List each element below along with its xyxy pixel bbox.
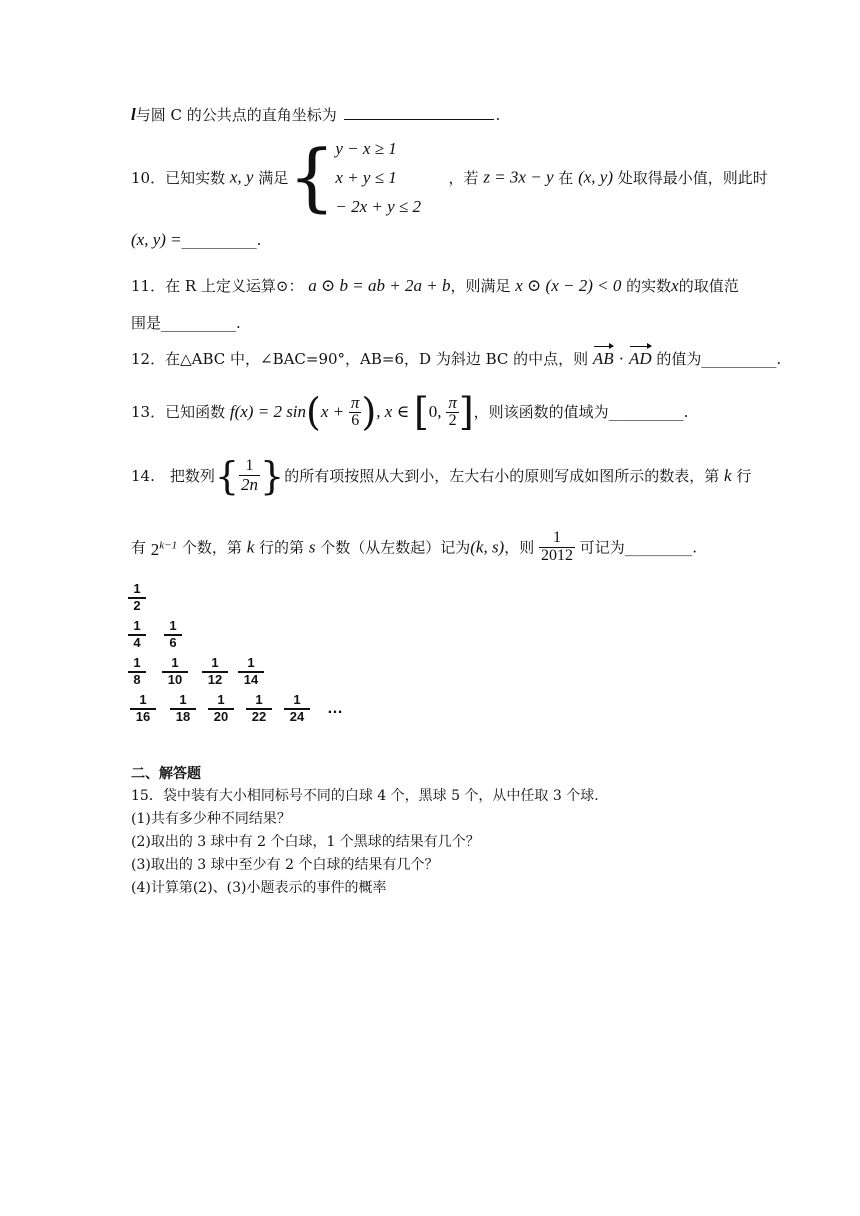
q11-post: 的实数 — [626, 277, 672, 295]
question-12 — [131, 348, 781, 369]
q12-pre: 12．在△ABC 中，∠BAC=90°，AB=6，D 为斜边 BC 的中点，则 — [131, 350, 589, 368]
q13-rparen: ) — [361, 390, 377, 434]
q14-k: k — [724, 466, 732, 485]
var-l: l — [131, 105, 136, 124]
q13-x-plus: x + — [320, 402, 345, 421]
q10-end: . — [256, 231, 262, 249]
q10-constraints — [335, 134, 421, 221]
table-cell: 1 2 — [128, 582, 146, 614]
q11-line2: 围是__________. — [131, 314, 241, 332]
q14-post: 的所有项按照从大到小，左大右小的原则写成如图所示的数表，第 — [284, 467, 720, 485]
q14-l2b: 个数，第 — [181, 538, 242, 557]
table-cell: 1 8 — [128, 656, 146, 688]
q10-t4: 处取得最小值，则此时 — [617, 169, 768, 187]
fraction-pi-over-6: $\frac{\pi}{6}$ — [350, 393, 360, 430]
question-10 — [131, 134, 768, 221]
table-cell: 1 4 — [128, 619, 146, 651]
q14-lbrace: { — [214, 454, 240, 498]
vector-ad: AD — [628, 349, 652, 368]
q10-t3: 在 — [558, 169, 574, 187]
q10-constraint-3: − 2x + y ≤ 2 — [335, 197, 421, 216]
q10-t2: ，若 — [448, 169, 479, 187]
q12-post: 的值为__________. — [656, 350, 782, 368]
fraction-pi-over-2: $\frac{\pi}{2}$ — [448, 393, 457, 430]
q11-mid: ，则满足 — [450, 277, 511, 295]
q9-end: . — [495, 106, 501, 124]
q11-def: a ⊙ b = ab + 2a + b — [308, 276, 451, 295]
q13-pre: 13．已知函数 — [131, 403, 226, 421]
fraction-1-over-2012: $\frac{1}{2012}$ — [541, 529, 574, 564]
q14-s: s — [308, 537, 316, 557]
table-cell: 1 16 — [130, 693, 156, 725]
question-14-line1 — [131, 452, 751, 498]
table-cell: 1 24 — [284, 693, 310, 725]
fraction-1-over-2n: $\frac{1}{2n}$ — [241, 457, 259, 494]
q14-l2c: 行的第 — [259, 538, 305, 557]
question-13 — [131, 388, 688, 434]
q10-answer-line — [131, 230, 261, 250]
vector-ab: AB — [592, 349, 614, 368]
table-cell: 1 12 — [202, 656, 228, 688]
q10-ans-pre: (x, y) = — [131, 230, 182, 249]
q14-k2: k — [246, 537, 255, 557]
table-cell: 1 10 — [162, 656, 188, 688]
q9-text: 与圆 C 的公共点的直角坐标为 — [135, 106, 337, 124]
table-ellipsis: … — [327, 700, 343, 717]
q10-num: 10．已知实数 — [131, 169, 226, 187]
question-11-line1 — [131, 275, 739, 296]
q13-post: ，则该函数的值域为__________. — [473, 403, 689, 421]
q13-lbracket: [ — [413, 390, 429, 434]
q11-pre: 11．在 R 上定义运算⊙： — [131, 277, 304, 295]
q11-ineq: x ⊙ (x − 2) < 0 — [515, 276, 622, 295]
q14-l2d: 个数（从左数起）记为 — [320, 538, 471, 557]
q10-expr: z = 3x − y — [483, 167, 554, 187]
q15-item-4: (4)计算第(2)、(3)小题表示的事件的概率 — [131, 880, 387, 896]
q10-vars: x, y — [229, 167, 254, 187]
q13-lparen: ( — [306, 390, 321, 434]
q10-constraint-2: x + y ≤ 1 — [335, 168, 397, 187]
q13-mid: , x ∈ — [376, 402, 410, 421]
q11-end: 的取值范 — [678, 277, 739, 295]
table-cell: 1 6 — [164, 619, 182, 651]
section-heading: 二、解答题 — [131, 766, 201, 782]
table-cell: 1 14 — [238, 656, 264, 688]
q15-item-1: (1)共有多少种不同结果？ — [131, 811, 291, 827]
q10-brace: { — [288, 134, 336, 221]
table-cell: 1 18 — [170, 693, 196, 725]
q14-ks: (k, s) — [470, 537, 505, 557]
q14-rbrace: } — [260, 454, 285, 498]
question-14-line2 — [131, 522, 697, 568]
q14-l2a: 有 — [131, 538, 147, 557]
q10-constraint-1: y − x ≥ 1 — [335, 139, 397, 158]
fraction-table-figure — [128, 582, 368, 727]
q14-hang: 行 — [736, 467, 752, 485]
table-cell: 1 22 — [246, 693, 272, 725]
q13-f: f(x) = 2 sin — [229, 402, 307, 421]
q14-pre: 14. 把数列 — [131, 467, 215, 485]
q11-var: x — [671, 276, 679, 295]
q13-zero: 0, — [428, 402, 442, 421]
q9-answer-blank — [344, 118, 494, 120]
question-15: 15．袋中装有大小相同标号不同的白球 4 个，黑球 5 个，从中任取 3 个球. — [131, 788, 599, 804]
table-cell: 1 20 — [208, 693, 234, 725]
question-11-line2 — [131, 312, 241, 333]
question-9-line — [131, 104, 500, 125]
q10-t1: 满足 — [258, 169, 289, 187]
q13-rbracket: ] — [458, 390, 474, 434]
q10-point: (x, y) — [578, 167, 613, 187]
dot-operator: · — [618, 349, 625, 368]
q15-item-3: (3)取出的 3 球中至少有 2 个白球的结果有几个？ — [131, 857, 439, 873]
q14-l2e: ，则 — [504, 538, 535, 557]
q10-ans-blank: __________ — [181, 231, 257, 249]
q15-item-2: (2)取出的 3 球中有 2 个白球，1 个黑球的结果有几个？ — [131, 834, 480, 850]
q14-pow: $2^{k-1}$ — [150, 539, 178, 559]
q14-l2f: 可记为_________. — [579, 538, 698, 557]
